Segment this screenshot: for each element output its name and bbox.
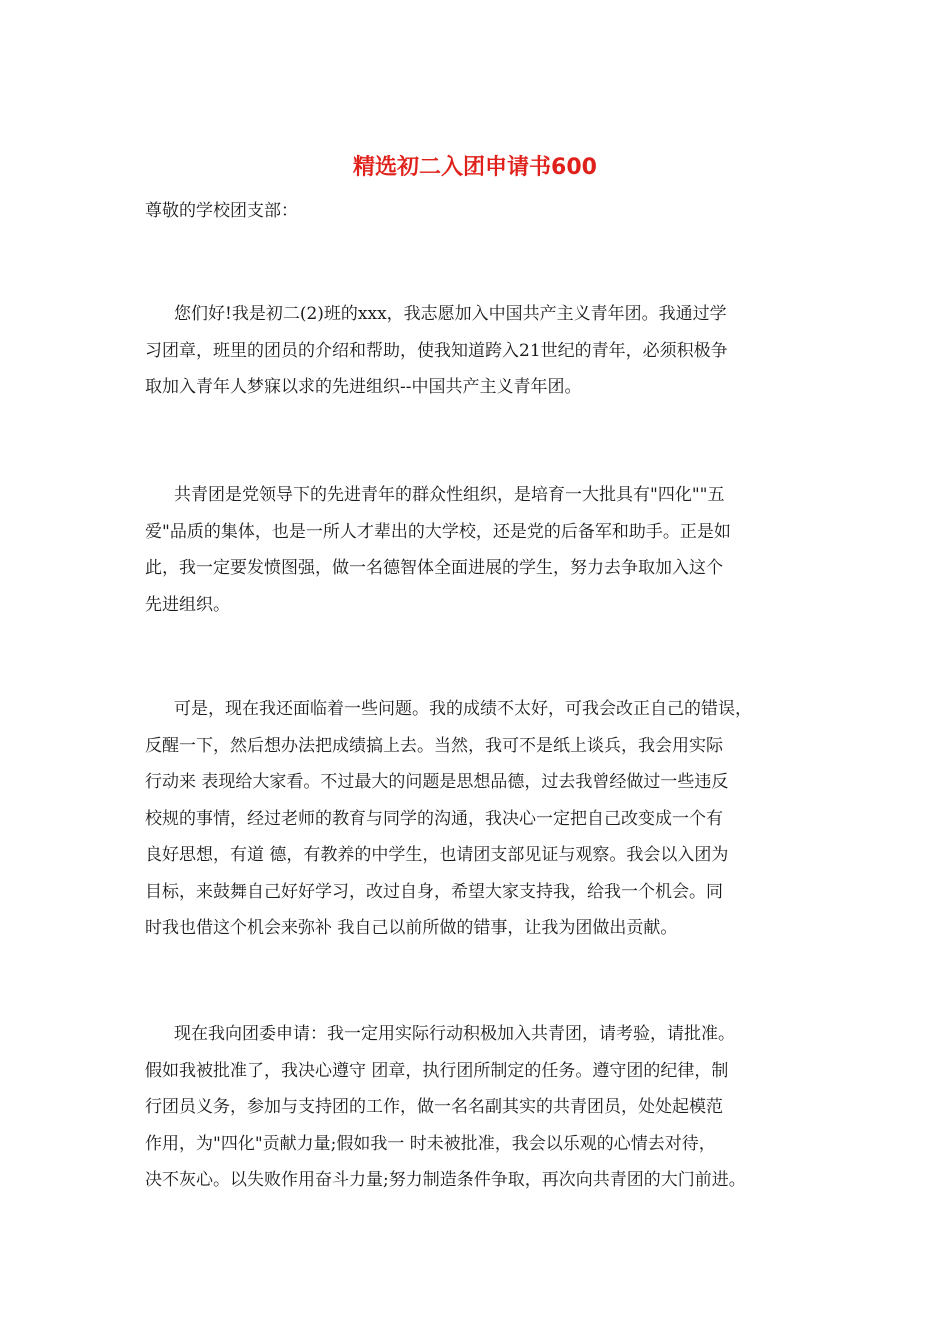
paragraph-line: 行动来 表现给大家看。不过最大的问题是思想品德，过去我曾经做过一些违反 (145, 772, 729, 792)
paragraph-line: 取加入青年人梦寐以求的先进组织--中国共产主义青年团。 (145, 377, 582, 397)
paragraph-line: 先进组织。 (145, 594, 230, 615)
salutation: 尊敬的学校团支部： (145, 201, 298, 221)
paragraph-line: 反醒一下，然后想办法把成绩搞上去。当然，我可不是纸上谈兵，我会用实际 (145, 735, 723, 756)
paragraph-line: 作用，为"四化"贡献力量;假如我一 时未被批准，我会以乐观的心情去对待， (145, 1133, 716, 1154)
paragraph-line: 您们好!我是初二(2)班的xxx，我志愿加入中国共产主义青年团。我通过学 (174, 304, 727, 324)
paragraph-line: 时我也借这个机会来弥补 我自己以前所做的错事，让我为团做出贡献。 (145, 918, 678, 938)
paragraph-line: 习团章，班里的团员的介绍和帮助，使我知道跨入21世纪的青年，必须积极争 (145, 340, 728, 361)
paragraph-3 (145, 691, 825, 947)
paragraph-line: 共青团是党领导下的先进青年的群众性组织，是培育一大批具有"四化""五 (174, 485, 725, 505)
paragraph-line: 可是，现在我还面临着一些问题。我的成绩不太好，可我会改正自己的错误， (174, 699, 752, 719)
paragraph-line: 此，我一定要发愤图强，做一名德智体全面进展的学生，努力去争取加入这个 (145, 558, 723, 578)
paragraph-line: 目标，来鼓舞自己好好学习，改过自身，希望大家支持我，给我一个机会。同 (145, 881, 723, 902)
paragraph-2 (145, 477, 825, 623)
paragraph-line: 现在我向团委申请：我一定用实际行动积极加入共青团，请考验，请批准。 (174, 1024, 735, 1044)
paragraph-line: 行团员义务，参加与支持团的工作，做一名名副其实的共青团员，处处起模范 (145, 1097, 723, 1117)
paragraph-line: 校规的事情，经过老师的教育与同学的沟通，我决心一定把自己改变成一个有 (145, 808, 723, 829)
paragraph-line: 决不灰心。以失败作用奋斗力量;努力制造条件争取，再次向共青团的大门前进。 (145, 1170, 746, 1190)
paragraph-line: 假如我被批准了，我决心遵守 团章，执行团所制定的任务。遵守团的纪律，制 (145, 1060, 729, 1081)
paragraph-line: 良好思想，有道 德，有教养的中学生，也请团支部见证与观察。我会以入团为 (145, 845, 729, 865)
document-title: 精选初二入团申请书600 (353, 155, 597, 180)
paragraph-4 (145, 1016, 825, 1199)
paragraph-line: 爱"品质的集体，也是一所人才辈出的大学校，还是党的后备军和助手。正是如 (145, 521, 731, 542)
paragraph-1 (145, 296, 825, 406)
